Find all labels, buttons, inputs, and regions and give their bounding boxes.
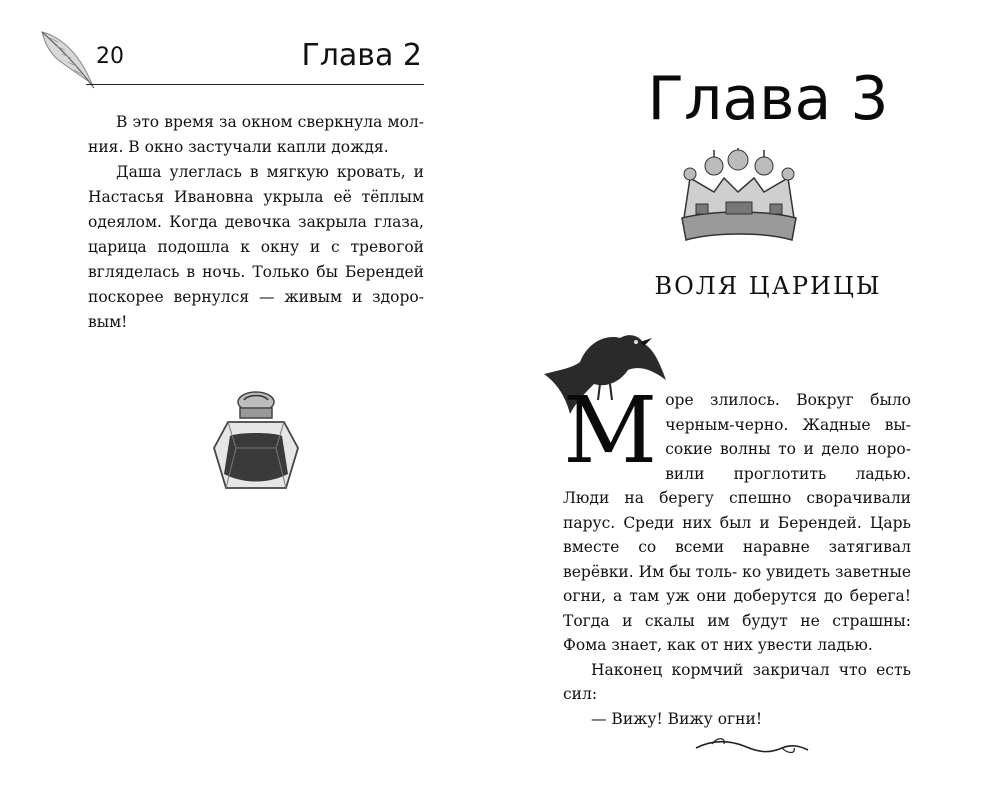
text-line: ния. В окно застучали капли дождя.: [88, 138, 389, 156]
feather-icon: [38, 28, 98, 90]
text-line: поскорее вернулся — живым и здоро-: [88, 288, 424, 306]
text-line: Даша улеглась в мягкую кровать,: [116, 163, 414, 181]
text-line: наравне затягивал верёвки. Им бы толь-: [563, 538, 911, 581]
drop-cap: М: [563, 377, 658, 484]
header-rule: [86, 84, 424, 85]
text-line: сокие волны то и дело норо-: [665, 440, 911, 458]
paragraph: [563, 658, 911, 707]
text-line: В это время за окном сверкнула мол-: [116, 113, 424, 131]
flourish-icon: [692, 732, 812, 760]
left-body-text: [88, 110, 424, 335]
paragraph: [88, 110, 424, 160]
chapter-title: Глава 3: [647, 64, 889, 134]
page-number: 20: [96, 44, 124, 69]
text-line: вгляделась в ночь. Только бы Берендей: [88, 263, 424, 281]
text-line: вили проглотить ладью. Люди на берегу: [563, 464, 911, 507]
crown-icon: [674, 148, 804, 248]
paragraph: [88, 160, 424, 335]
text-line: Наконец кормчий закричал что есть: [591, 660, 911, 679]
text-line: был и Берендей. Царь вместе со всеми: [563, 513, 911, 556]
text-line: вым!: [88, 313, 128, 331]
text-line: сил:: [563, 685, 598, 703]
text-line: них увести ладью.: [723, 636, 873, 654]
text-line: и Настасья Ивановна укрыла её тёплым: [88, 163, 424, 206]
inkwell-icon: [208, 388, 304, 496]
text-line: будут не страшны: Фома знает, как от: [563, 611, 911, 654]
right-body-text: [563, 377, 911, 731]
text-line: царица подошла к окну и с тревогой: [88, 238, 424, 256]
right-page: [500, 0, 1001, 801]
text-line: ко увидеть заветные огни, а там уж они: [563, 562, 911, 605]
chapter-subtitle: ВОЛЯ ЦАРИЦЫ: [654, 272, 882, 300]
running-head: Глава 2: [301, 38, 422, 73]
left-page: [0, 0, 500, 801]
text-line: черным-черно. Жадные вы-: [665, 415, 911, 434]
text-line: одеялом. Когда девочка закрыла глаза,: [88, 213, 424, 231]
text-line: оре злилось. Вокруг было: [665, 391, 911, 409]
text-line: спешно сворачивали парус. Среди них: [563, 489, 911, 532]
paragraph: — Вижу! Вижу огни!: [591, 709, 763, 728]
text-line: доберутся до берега! Тогда и скалы им: [563, 587, 911, 630]
paragraph: [563, 377, 911, 658]
